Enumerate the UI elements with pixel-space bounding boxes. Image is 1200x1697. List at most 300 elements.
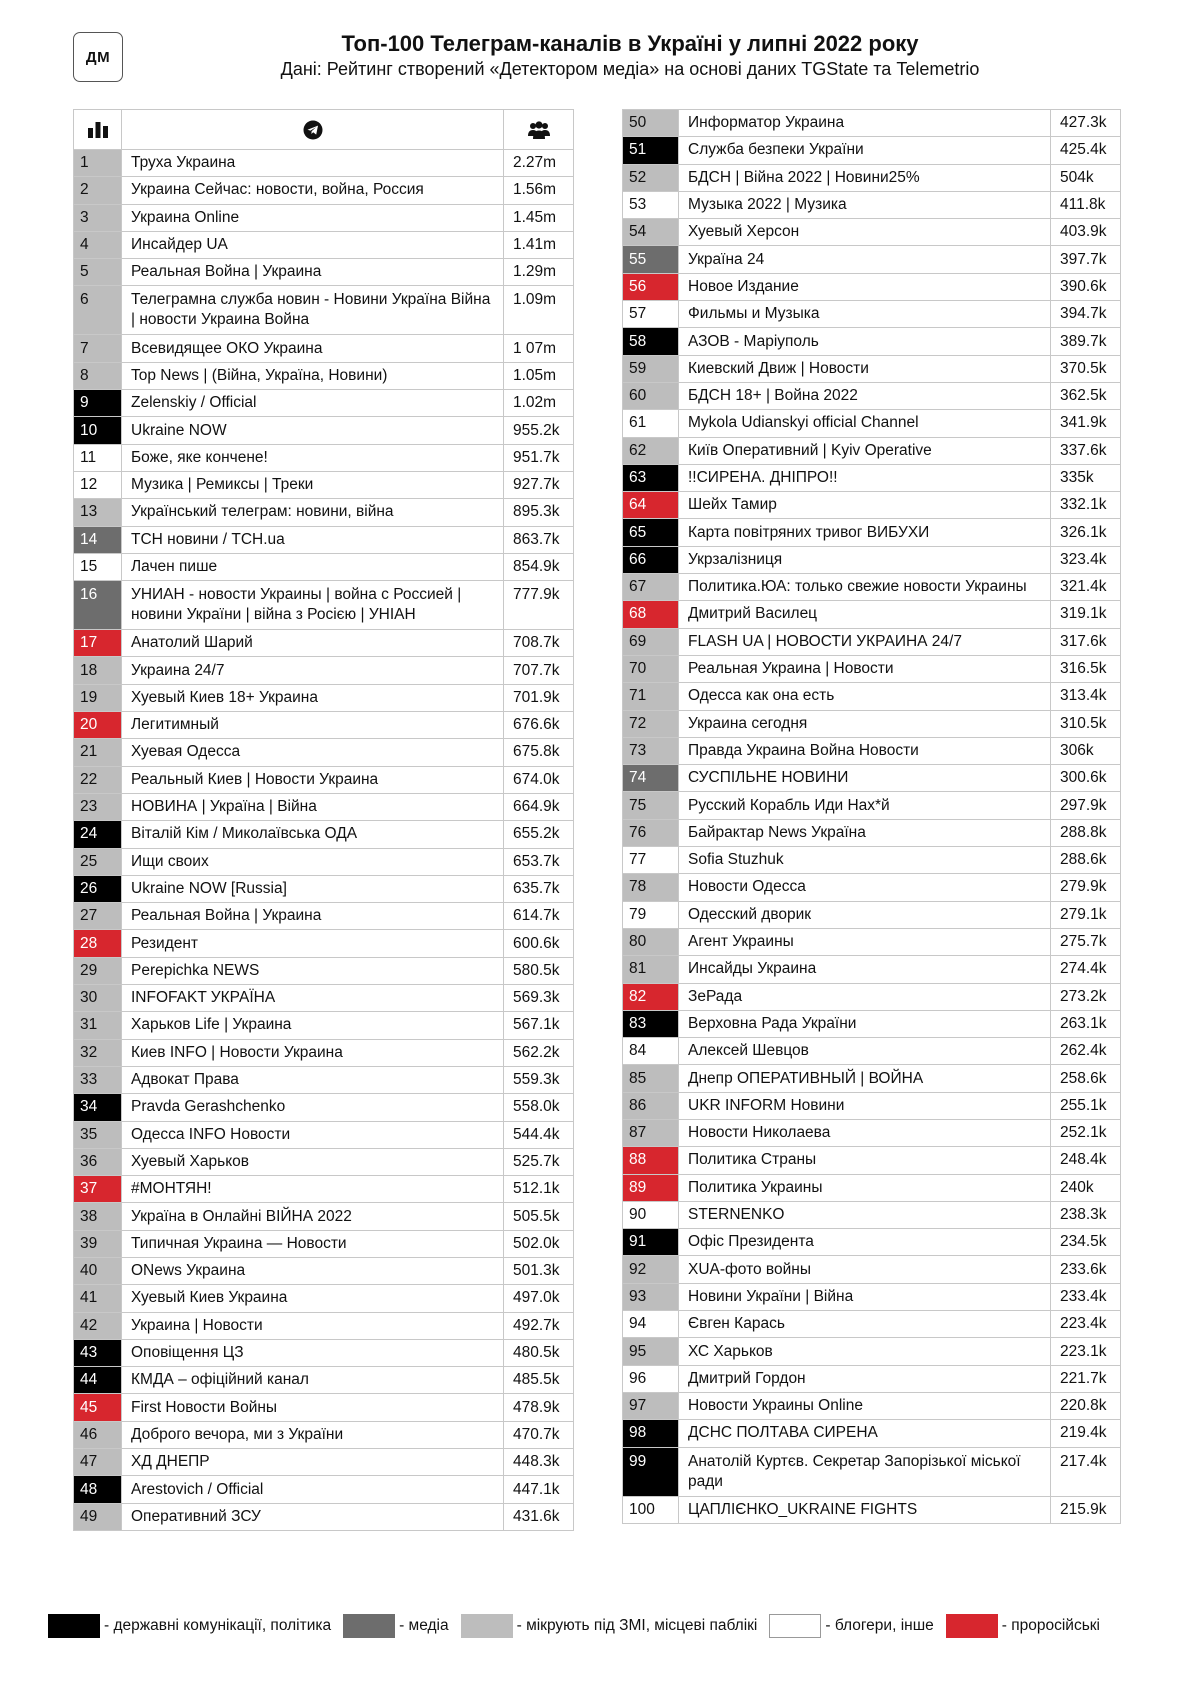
table-row [623, 1420, 1121, 1447]
table-row [623, 956, 1121, 983]
rank-cell: 82 [623, 983, 679, 1010]
subscribers-cell: 655.2k [504, 821, 574, 848]
subscribers-cell: 223.1k [1051, 1338, 1121, 1365]
subscribers-cell: 674.0k [504, 766, 574, 793]
table-row [623, 1392, 1121, 1419]
channel-name-cell: ДСНС ПОЛТАВА СИРЕНА [679, 1420, 1051, 1447]
rank-cell: 47 [74, 1449, 122, 1476]
channel-name-cell: !!СИРЕНА. ДНІПРО!! [679, 464, 1051, 491]
subscribers-cell: 238.3k [1051, 1201, 1121, 1228]
table-row [74, 930, 574, 957]
channel-name-cell: НОВИНА | Україна | Війна [122, 793, 504, 820]
bar-chart-icon [87, 120, 109, 138]
channel-name-cell: Ukraine NOW [122, 417, 504, 444]
table-row [623, 301, 1121, 328]
rank-cell: 63 [623, 464, 679, 491]
rank-cell: 51 [623, 137, 679, 164]
table-row [623, 847, 1121, 874]
table-row [74, 821, 574, 848]
subscribers-cell: 502.0k [504, 1230, 574, 1257]
table-row [623, 382, 1121, 409]
channel-name-cell: ONews Украина [122, 1257, 504, 1284]
rank-cell: 69 [623, 628, 679, 655]
table-row [623, 191, 1121, 218]
channel-name-cell: Адвокат Права [122, 1066, 504, 1093]
subscribers-cell: 341.9k [1051, 410, 1121, 437]
table-row [74, 1203, 574, 1230]
rank-cell: 26 [74, 875, 122, 902]
channel-name-cell: ХС Харьков [679, 1338, 1051, 1365]
subscribers-cell: 240k [1051, 1174, 1121, 1201]
table-row [74, 1421, 574, 1448]
subscribers-cell: 951.7k [504, 444, 574, 471]
subscribers-cell: 234.5k [1051, 1229, 1121, 1256]
subscribers-cell: 777.9k [504, 581, 574, 630]
rank-cell: 24 [74, 821, 122, 848]
subscribers-cell: 233.6k [1051, 1256, 1121, 1283]
rank-cell: 71 [623, 683, 679, 710]
table-row [623, 410, 1121, 437]
subscribers-cell: 319.1k [1051, 601, 1121, 628]
ranking-table-right [622, 109, 1121, 1524]
channel-name-cell: Резидент [122, 930, 504, 957]
subscribers-cell: 279.9k [1051, 874, 1121, 901]
table-row [623, 110, 1121, 137]
channel-name-cell: Sofia Stuzhuk [679, 847, 1051, 874]
table-row [623, 1311, 1121, 1338]
page-subtitle: Дані: Рейтинг створений «Детектором медіа» на основі даних TGState та Telemetrio [280, 59, 980, 79]
subscribers-cell: 653.7k [504, 848, 574, 875]
legend-swatch [461, 1614, 513, 1638]
channel-name-cell: Хуевая Одесса [122, 739, 504, 766]
subscribers-cell: 317.6k [1051, 628, 1121, 655]
rank-cell: 31 [74, 1012, 122, 1039]
subscribers-cell: 569.3k [504, 985, 574, 1012]
subscribers-cell: 567.1k [504, 1012, 574, 1039]
table-row [74, 362, 574, 389]
channel-name-cell: Лачен пише [122, 553, 504, 580]
rank-cell: 61 [623, 410, 679, 437]
rank-cell: 87 [623, 1119, 679, 1146]
channel-name-cell: Оповіщення ЦЗ [122, 1339, 504, 1366]
channel-name-cell: Одесский дворик [679, 901, 1051, 928]
rank-cell: 84 [623, 1038, 679, 1065]
subscribers-cell: 635.7k [504, 875, 574, 902]
channel-name-cell: Инсайды Украина [679, 956, 1051, 983]
rank-cell: 70 [623, 655, 679, 682]
rank-cell: 14 [74, 526, 122, 553]
table-row [74, 444, 574, 471]
subscribers-cell: 220.8k [1051, 1392, 1121, 1419]
table-row [74, 335, 574, 362]
channel-name-cell: UKR INFORM Новини [679, 1092, 1051, 1119]
channel-name-cell: БДСН | Війна 2022 | Новини25% [679, 164, 1051, 191]
subscribers-cell: 262.4k [1051, 1038, 1121, 1065]
table-row [74, 1285, 574, 1312]
subscribers-cell: 431.6k [504, 1503, 574, 1530]
rank-cell: 4 [74, 231, 122, 258]
table-row [623, 874, 1121, 901]
table-row [623, 1119, 1121, 1146]
table-row [74, 1012, 574, 1039]
rank-cell: 59 [623, 355, 679, 382]
subscribers-cell: 562.2k [504, 1039, 574, 1066]
table-row [74, 1312, 574, 1339]
subscribers-cell: 297.9k [1051, 792, 1121, 819]
rank-cell: 99 [623, 1447, 679, 1496]
rank-cell: 10 [74, 417, 122, 444]
rank-cell: 76 [623, 819, 679, 846]
channel-name-cell: Реальная Война | Украина [122, 903, 504, 930]
rank-cell: 13 [74, 499, 122, 526]
rank-cell: 15 [74, 553, 122, 580]
rank-cell: 44 [74, 1367, 122, 1394]
subscribers-cell: 326.1k [1051, 519, 1121, 546]
channel-name-cell: Хуевый Харьков [122, 1148, 504, 1175]
table-row [74, 150, 574, 177]
table-row [623, 928, 1121, 955]
legend-swatch [48, 1614, 100, 1638]
table-row [623, 1283, 1121, 1310]
subscribers-cell: 707.7k [504, 657, 574, 684]
legend-item [461, 1614, 758, 1638]
subscribers-cell: 664.9k [504, 793, 574, 820]
table-row [74, 581, 574, 630]
subscribers-cell: 497.0k [504, 1285, 574, 1312]
subscribers-cell: 676.6k [504, 712, 574, 739]
rank-cell: 40 [74, 1257, 122, 1284]
legend [48, 1614, 1168, 1638]
table-row [623, 710, 1121, 737]
table-row [74, 177, 574, 204]
channel-name-cell: Труха Украина [122, 150, 504, 177]
channel-name-cell: Киев INFO | Новости Украина [122, 1039, 504, 1066]
subscribers-cell: 559.3k [504, 1066, 574, 1093]
table-row [74, 471, 574, 498]
channel-name-cell: Офіс Президента [679, 1229, 1051, 1256]
table-row [623, 655, 1121, 682]
legend-label: - мікрують під ЗМІ, місцеві паблікі [516, 1617, 758, 1634]
subscribers-cell: 321.4k [1051, 574, 1121, 601]
channel-name-cell: Одесса INFO Новости [122, 1121, 504, 1148]
legend-swatch [343, 1614, 395, 1638]
table-row [623, 1147, 1121, 1174]
channel-name-cell: Днепр ОПЕРАТИВНЫЙ | ВОЙНА [679, 1065, 1051, 1092]
table-row [74, 985, 574, 1012]
rank-cell: 86 [623, 1092, 679, 1119]
subscribers-cell: 427.3k [1051, 110, 1121, 137]
channel-name-cell: Агент Украины [679, 928, 1051, 955]
channel-name-cell: Україна 24 [679, 246, 1051, 273]
table-row [74, 1176, 574, 1203]
subscribers-header [504, 110, 574, 150]
subscribers-cell: 279.1k [1051, 901, 1121, 928]
table-row [74, 1449, 574, 1476]
subscribers-cell: 397.7k [1051, 246, 1121, 273]
channel-name-cell: АЗОВ - Маріуполь [679, 328, 1051, 355]
rank-cell: 73 [623, 737, 679, 764]
channel-name-cell: Политика.ЮА: только свежие новости Украины [679, 574, 1051, 601]
channel-name-cell: Top News | (Війна, Україна, Новини) [122, 362, 504, 389]
rank-cell: 25 [74, 848, 122, 875]
subscribers-cell: 337.6k [1051, 437, 1121, 464]
subscribers-cell: 306k [1051, 737, 1121, 764]
subscribers-cell: 223.4k [1051, 1311, 1121, 1338]
subscribers-cell: 394.7k [1051, 301, 1121, 328]
table-row [74, 204, 574, 231]
table-row [74, 903, 574, 930]
table-row [623, 901, 1121, 928]
rank-cell: 100 [623, 1496, 679, 1523]
rank-cell: 75 [623, 792, 679, 819]
rank-cell: 78 [623, 874, 679, 901]
rank-cell: 68 [623, 601, 679, 628]
telegram-icon [303, 120, 323, 140]
table-row [623, 628, 1121, 655]
table-row [623, 1496, 1121, 1523]
table-row [74, 1121, 574, 1148]
detector-media-logo: ДМ [73, 32, 123, 82]
rank-cell: 17 [74, 630, 122, 657]
rank-cell: 27 [74, 903, 122, 930]
channel-name-cell: Zelenskiy / Official [122, 390, 504, 417]
table-row [74, 712, 574, 739]
subscribers-cell: 2.27m [504, 150, 574, 177]
subscribers-cell: 600.6k [504, 930, 574, 957]
table-header-row [74, 110, 574, 150]
subscribers-cell: 478.9k [504, 1394, 574, 1421]
table-row [623, 273, 1121, 300]
rank-cell: 41 [74, 1285, 122, 1312]
page-title: Топ-100 Телеграм-каналів в Україні у липні 2022 року [341, 31, 919, 56]
table-row [74, 526, 574, 553]
channel-name-cell: Доброго вечора, ми з України [122, 1421, 504, 1448]
channel-name-cell: Анатолій Куртєв. Секретар Запорізької міської ради [679, 1447, 1051, 1496]
table-row [623, 219, 1121, 246]
subscribers-cell: 1.56m [504, 177, 574, 204]
subscribers-cell: 288.8k [1051, 819, 1121, 846]
rank-cell: 79 [623, 901, 679, 928]
channel-name-cell: Русский Корабль Иди Нах*й [679, 792, 1051, 819]
table-row [623, 1010, 1121, 1037]
channel-name-cell: Информатор Украина [679, 110, 1051, 137]
subscribers-cell: 485.5k [504, 1367, 574, 1394]
subscribers-cell: 580.5k [504, 957, 574, 984]
legend-label: - державні комунікації, політика [104, 1617, 332, 1634]
subscribers-cell: 927.7k [504, 471, 574, 498]
rank-cell: 92 [623, 1256, 679, 1283]
channel-header [122, 110, 504, 150]
channel-name-cell: Хуевый Херсон [679, 219, 1051, 246]
subscribers-cell: 480.5k [504, 1339, 574, 1366]
rank-cell: 56 [623, 273, 679, 300]
subscribers-cell: 675.8k [504, 739, 574, 766]
rank-cell: 35 [74, 1121, 122, 1148]
table-row [623, 737, 1121, 764]
rank-cell: 45 [74, 1394, 122, 1421]
rank-cell: 33 [74, 1066, 122, 1093]
table-row [623, 1038, 1121, 1065]
channel-name-cell: Новости Николаева [679, 1119, 1051, 1146]
subscribers-cell: 310.5k [1051, 710, 1121, 737]
rank-cell: 54 [623, 219, 679, 246]
legend-item [946, 1614, 1100, 1638]
rank-cell: 52 [623, 164, 679, 191]
channel-name-cell: Pravda Gerashchenko [122, 1094, 504, 1121]
rank-cell: 95 [623, 1338, 679, 1365]
channel-name-cell: Байрактар News Україна [679, 819, 1051, 846]
rank-cell: 83 [623, 1010, 679, 1037]
table-row [74, 259, 574, 286]
subscribers-cell: 255.1k [1051, 1092, 1121, 1119]
channel-name-cell: STERNENKO [679, 1201, 1051, 1228]
rank-cell: 36 [74, 1148, 122, 1175]
table-row [623, 819, 1121, 846]
rank-cell: 96 [623, 1365, 679, 1392]
table-row [74, 793, 574, 820]
channel-name-cell: Новости Украины Online [679, 1392, 1051, 1419]
table-row [623, 492, 1121, 519]
rank-cell: 80 [623, 928, 679, 955]
rank-cell: 42 [74, 1312, 122, 1339]
rank-cell: 98 [623, 1420, 679, 1447]
subscribers-cell: 854.9k [504, 553, 574, 580]
channel-name-cell: XUA-фото войны [679, 1256, 1051, 1283]
table-row [74, 848, 574, 875]
rank-cell: 11 [74, 444, 122, 471]
rank-cell: 38 [74, 1203, 122, 1230]
rank-cell: 2 [74, 177, 122, 204]
channel-name-cell: Легитимный [122, 712, 504, 739]
subscribers-cell: 258.6k [1051, 1065, 1121, 1092]
channel-name-cell: Музика | Ремиксы | Треки [122, 471, 504, 498]
channel-name-cell: Український телеграм: новини, війна [122, 499, 504, 526]
rank-cell: 62 [623, 437, 679, 464]
table-row [623, 328, 1121, 355]
table-row [74, 1367, 574, 1394]
rank-cell: 46 [74, 1421, 122, 1448]
rank-cell: 23 [74, 793, 122, 820]
rank-cell: 50 [623, 110, 679, 137]
rank-cell: 9 [74, 390, 122, 417]
subscribers-cell: 505.5k [504, 1203, 574, 1230]
subscribers-cell: 447.1k [504, 1476, 574, 1503]
rank-cell: 28 [74, 930, 122, 957]
subscribers-cell: 1.41m [504, 231, 574, 258]
rank-cell: 57 [623, 301, 679, 328]
channel-name-cell: Украина Online [122, 204, 504, 231]
table-row [623, 792, 1121, 819]
channel-name-cell: Хуевый Киев 18+ Украина [122, 684, 504, 711]
legend-item [48, 1614, 331, 1638]
channel-name-cell: Новости Одесса [679, 874, 1051, 901]
table-row [623, 983, 1121, 1010]
channel-name-cell: ТСН новини / TCH.ua [122, 526, 504, 553]
subscribers-cell: 288.6k [1051, 847, 1121, 874]
rank-cell: 72 [623, 710, 679, 737]
table-row [74, 1094, 574, 1121]
rank-cell: 12 [74, 471, 122, 498]
rank-cell: 8 [74, 362, 122, 389]
table-row [74, 684, 574, 711]
rank-cell: 48 [74, 1476, 122, 1503]
subscribers-cell: 1.45m [504, 204, 574, 231]
subscribers-cell: 316.5k [1051, 655, 1121, 682]
channel-name-cell: Алексей Шевцов [679, 1038, 1051, 1065]
rank-cell: 7 [74, 335, 122, 362]
table-row [74, 1148, 574, 1175]
legend-swatch [769, 1614, 821, 1638]
table-row [74, 1394, 574, 1421]
channel-name-cell: Карта повітряних тривог ВИБУХИ [679, 519, 1051, 546]
rank-cell: 29 [74, 957, 122, 984]
subscribers-cell: 955.2k [504, 417, 574, 444]
table-row [623, 1174, 1121, 1201]
rank-cell: 21 [74, 739, 122, 766]
rank-cell: 94 [623, 1311, 679, 1338]
channel-name-cell: Україна в Онлайні ВІЙНА 2022 [122, 1203, 504, 1230]
subscribers-cell: 501.3k [504, 1257, 574, 1284]
channel-name-cell: INFOFAKT УКРАЇНА [122, 985, 504, 1012]
rank-cell: 89 [623, 1174, 679, 1201]
subscribers-cell: 544.4k [504, 1121, 574, 1148]
channel-name-cell: Киевский Движ | Новости [679, 355, 1051, 382]
channel-name-cell: Оперативний ЗСУ [122, 1503, 504, 1530]
rank-cell: 1 [74, 150, 122, 177]
channel-name-cell: ХД ДНЕПР [122, 1449, 504, 1476]
channel-name-cell: Дмитрий Гордон [679, 1365, 1051, 1392]
rank-cell: 53 [623, 191, 679, 218]
table-row [74, 390, 574, 417]
channel-name-cell: Реальная Война | Украина [122, 259, 504, 286]
channel-name-cell: Правда Украина Война Новости [679, 737, 1051, 764]
channel-name-cell: Arestovich / Official [122, 1476, 504, 1503]
channel-name-cell: Perepichka NEWS [122, 957, 504, 984]
legend-label: - блогери, інше [825, 1617, 934, 1634]
table-row [623, 601, 1121, 628]
channel-name-cell: Инсайдер UA [122, 231, 504, 258]
table-row [74, 1503, 574, 1530]
channel-name-cell: СУСПІЛЬНЕ НОВИНИ [679, 765, 1051, 792]
table-row [74, 553, 574, 580]
table-row [623, 1229, 1121, 1256]
rank-cell: 3 [74, 204, 122, 231]
subscribers-cell: 1.05m [504, 362, 574, 389]
table-row [623, 1338, 1121, 1365]
table-row [74, 657, 574, 684]
legend-item [343, 1614, 449, 1638]
subscribers-cell: 895.3k [504, 499, 574, 526]
channel-name-cell: Музыка 2022 | Музика [679, 191, 1051, 218]
channel-name-cell: Євген Карась [679, 1311, 1051, 1338]
table-row [74, 417, 574, 444]
subscribers-cell: 425.4k [1051, 137, 1121, 164]
rank-cell: 32 [74, 1039, 122, 1066]
channel-name-cell: Украина | Новости [122, 1312, 504, 1339]
subscribers-cell: 558.0k [504, 1094, 574, 1121]
channel-name-cell: Дмитрий Василец [679, 601, 1051, 628]
table-row [623, 1201, 1121, 1228]
table-row [623, 137, 1121, 164]
legend-swatch [946, 1614, 998, 1638]
subscribers-cell: 403.9k [1051, 219, 1121, 246]
channel-name-cell: КМДА – офіційний канал [122, 1367, 504, 1394]
table-row [74, 739, 574, 766]
rank-cell: 6 [74, 286, 122, 335]
header [150, 30, 1110, 80]
table-row [623, 164, 1121, 191]
subscribers-cell: 614.7k [504, 903, 574, 930]
